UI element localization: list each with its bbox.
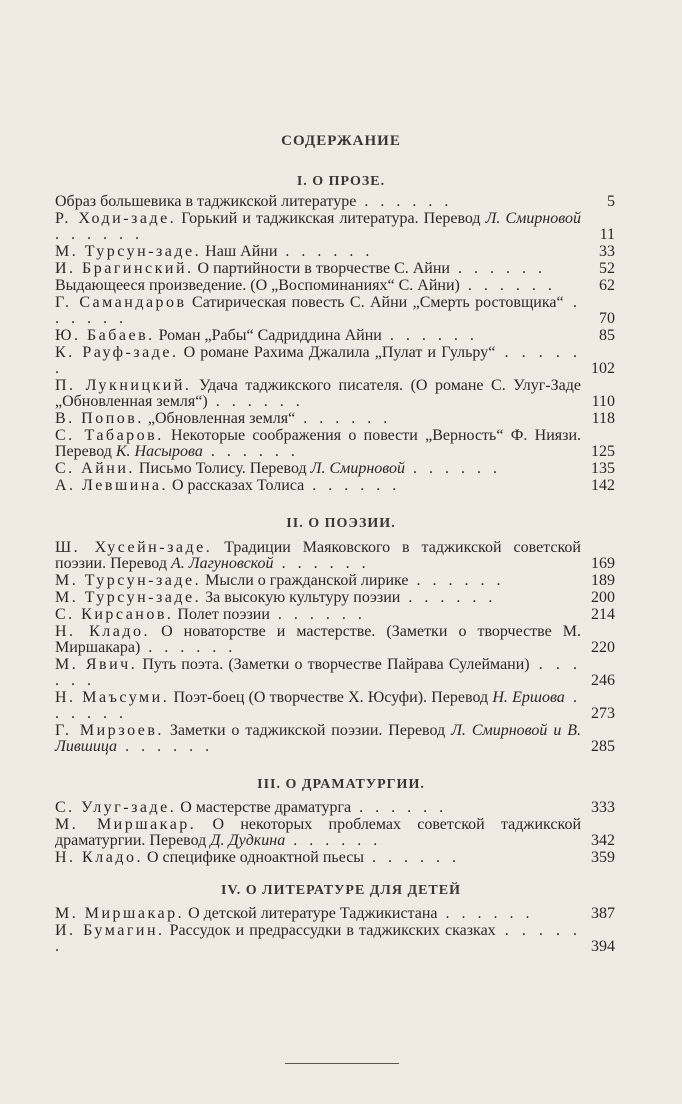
toc-entry-title: Горький и таджикская литература. Перевод [181,210,481,227]
page-title: СОДЕРЖАНИЕ [281,133,401,149]
toc-entry-title: О мастерстве драматурга [180,799,352,816]
toc-entry-author: С. Улуг-заде. [55,799,177,816]
dot-leader: . . . . . . [207,393,304,410]
toc-entry-title: Образ большевика в таджикской литературе [55,193,357,210]
section-prose-entries [55,194,615,495]
toc-entry-text [55,723,587,755]
section-heading-prose: I. О ПРОЗЕ. [296,174,386,189]
toc-entry-translator: Л. Смирновой [310,460,406,477]
toc-entry-text [55,261,587,277]
dot-leader: . . . . . . [405,460,502,477]
toc-entry-author: С. Табаров. [55,427,164,444]
toc-entry-author: К. Рауф-заде. [55,344,179,361]
toc-entry-page: 246 [591,672,615,689]
toc-entry-page: 62 [599,277,615,294]
toc-entry [55,328,615,344]
toc-entry-title: Наш Айни [205,243,278,260]
toc-entry-text [55,211,587,243]
toc-entry-text [55,461,587,477]
toc-entry-title: Путь поэта. (Заметки о творчестве Пайрава Сулеймани) [142,656,530,673]
toc-entry-page: 342 [591,832,615,849]
toc-entry [55,800,615,816]
toc-entry [55,850,615,866]
toc-entry [55,540,615,572]
toc-entry-title: О рассказах Толиса [172,477,305,494]
dot-leader: . . . . . . [140,639,237,656]
toc-entry-text [55,657,587,689]
toc-entry-page: 273 [591,705,615,722]
toc-entry-translator: Н. Ершова [492,689,565,706]
toc-entry [55,624,615,656]
toc-entry [55,244,615,260]
toc-entry-author: Ю. Бабаев. [55,327,155,344]
toc-entry-author: М. Миршакар. [55,816,197,833]
toc-entry [55,261,615,277]
toc-entry-page: 118 [591,410,615,427]
toc-entry-page: 11 [599,226,615,243]
toc-entry-author: Н. Маъсуми. [55,689,170,706]
toc-entry-page: 110 [591,393,615,410]
toc-entry-page: 102 [591,360,615,377]
toc-entry-page: 333 [591,799,615,816]
toc-entry [55,278,615,294]
toc-entry-author: Н. Кладо. [55,623,151,640]
toc-entry-page: 169 [591,555,615,572]
toc-entry-author: М. Турсун-заде. [55,589,202,606]
dot-leader: . . . . . . [437,905,534,922]
toc-entry-title: Удача таджикского писателя. (О романе С. Улуг-Заде „Обновленная земля“) [55,377,581,410]
toc-entry-page: 5 [607,193,615,210]
toc-entry-title: О детской литературе Таджикистана [188,905,438,922]
toc-entry-text [55,478,587,494]
toc-entry-text [55,590,587,606]
toc-entry [55,478,615,494]
toc-entry-author: С. Кирсанов. [55,606,174,623]
toc-entry-text [55,378,587,410]
dot-leader: . . . . . . [356,193,453,210]
toc-entry-text [55,295,587,327]
toc-entry-text [55,345,587,377]
toc-entry-text [55,244,587,260]
dot-leader: . . . . . . [304,477,401,494]
toc-entry [55,590,615,606]
dot-leader: . . . . . . [364,849,461,866]
toc-entry [55,657,615,689]
toc-entry-page: 85 [599,327,615,344]
section-heading-drama: III. О ДРАМАТУРГИИ. [257,777,425,792]
toc-entry-title: Мысли о гражданской лирике [205,572,409,589]
toc-entry-author: И. Бумагин. [55,922,165,939]
toc-entry [55,211,615,243]
toc-entry-page: 189 [591,572,615,589]
section-heading-poetry: II. О ПОЭЗИИ. [286,516,396,531]
toc-entry-text [55,328,587,344]
toc-entry-title: О специфике одноактной пьесы [146,849,365,866]
toc-entry [55,573,615,589]
toc-entry-author: М. Турсун-заде. [55,243,202,260]
toc-entry-author: Ш. Хусейн-заде. [55,539,213,556]
toc-entry-title: О романе Рахима Джалила „Пулат и Гульру“ [183,344,496,361]
toc-entry-page: 220 [591,639,615,656]
toc-entry-author: М. Миршакар. [55,905,185,922]
dot-leader: . . . . . . [295,410,392,427]
toc-entry-author: П. Лукницкий. [55,377,192,394]
toc-entry-page: 70 [599,310,615,327]
section-drama-entries [55,800,615,867]
toc-entry [55,295,615,327]
toc-entry-title: О партийности в творчестве С. Айни [197,260,450,277]
toc-entry [55,906,615,922]
dot-leader: . . . . . . [55,689,581,722]
section-heading-children: IV. О ЛИТЕРАТУРЕ ДЛЯ ДЕТЕЙ [221,883,461,898]
toc-entry-author: И. Брагинский. [55,260,194,277]
dot-leader: . . . . . . [459,277,556,294]
toc-entry-page: 200 [591,589,615,606]
dot-leader: . . . . . . [117,738,214,755]
toc-entry-translator: К. Насырова [115,443,203,460]
dot-leader: . . . . . . [55,226,143,243]
toc-entry-title: Рассудок и предрассудки в таджикских сказках [169,922,496,939]
toc-entry-page: 142 [591,477,615,494]
toc-entry-title: Полет поэзии [177,606,270,623]
section-children-entries [55,906,615,956]
dot-leader: . . . . . . [400,589,497,606]
toc-entry-title: За высокую культуру поэзии [205,589,401,606]
toc-entry-author: Н. Кладо. [55,849,143,866]
toc-entry-translator: Д. Дудкина [210,832,286,849]
toc-entry-page: 387 [591,905,615,922]
toc-entry-translator: Л. Смирновой [485,210,582,227]
toc-entry-author: М. Явич. [55,656,138,673]
toc-entry-author: А. Левшина. [55,477,168,494]
dot-leader: . . . . . . [285,832,382,849]
toc-entry-page: 394 [591,938,615,955]
toc-entry-text [55,690,587,722]
toc-entry-text [55,624,587,656]
toc-entry [55,378,615,410]
toc-entry [55,607,615,623]
toc-entry [55,690,615,722]
toc-entry-title: Традиции Маяковского в таджикской советской поэзии. Перевод [55,539,581,572]
toc-entry-title: „Обновленная земля“ [147,410,296,427]
toc-entry [55,817,615,849]
dot-leader: . . . . . . [381,327,478,344]
toc-entry [55,461,615,477]
toc-entry-text [55,411,587,427]
toc-entry-title: Заметки о таджикской поэзии. Перевод [169,722,446,739]
dot-leader: . . . . . . [55,344,581,377]
dot-leader: . . . . . . [55,922,582,955]
dot-leader: . . . . . . [55,656,581,689]
dot-leader: . . . . . . [408,572,505,589]
toc-entry-page: 214 [591,606,615,623]
toc-entry-translator: А. Лагуновской [170,555,274,572]
toc-entry-page: 52 [599,260,615,277]
toc-entry-text [55,800,587,816]
toc-entry-page: 135 [591,460,615,477]
toc-entry-page: 33 [599,243,615,260]
closing-rule [285,1063,399,1064]
toc-entry [55,345,615,377]
toc-entry [55,923,615,955]
toc-entry-author: М. Турсун-заде. [55,572,202,589]
toc-entry-author: В. Попов. [55,410,144,427]
dot-leader: . . . . . . [269,606,366,623]
toc-entry-title: Сатирическая повесть С. Айни „Смерть ростовщика“ [192,294,564,311]
toc-entry-page: 125 [591,443,615,460]
toc-entry-text [55,278,587,294]
toc-entry-author: Г. Мирзоев. [55,722,164,739]
section-poetry-entries [55,540,615,756]
toc-entry-translator: Л. Смирновой и В. Лившица [55,722,581,755]
toc-entry-text [55,607,587,623]
dot-leader: . . . . . . [202,443,299,460]
toc-entry-text [55,428,587,460]
toc-entry-title: Письмо Толису. Перевод [138,460,307,477]
toc-entry-text [55,906,587,922]
toc-entry-author: С. Айни. [55,460,135,477]
toc-entry-text [55,194,587,210]
dot-leader: . . . . . . [351,799,448,816]
toc-entry-title: О некоторых проблемах советской таджикской драматургии. Перевод [55,816,582,849]
toc-entry [55,194,615,210]
toc-entry-page: 359 [591,849,615,866]
toc-entry-page: 285 [591,738,615,755]
toc-entry [55,428,615,460]
toc-entry-title: Выдающееся произведение. (О „Воспоминаниях“ С. Айни) [55,277,460,294]
toc-entry [55,723,615,755]
toc-entry-title: Некоторые соображения о повести „Верность“ Ф. Ниязи. Перевод [55,427,581,460]
toc-entry-author: Р. Ходи-заде. [55,210,177,227]
toc-entry-title: О новаторстве и мастерстве. (Заметки о творчестве М. Миршакара) [55,623,582,656]
dot-leader: . . . . . . [273,555,370,572]
toc-entry-text [55,540,587,572]
toc-entry-text [55,923,587,955]
dot-leader: . . . . . . [55,294,581,327]
toc-entry-text [55,817,587,849]
dot-leader: . . . . . . [449,260,546,277]
toc-entry-author: Г. Самандаров [55,294,187,311]
toc-entry-text [55,850,587,866]
toc-entry [55,411,615,427]
toc-entry-title: Поэт-боец (О творчестве Х. Юсуфи). Перевод [173,689,489,706]
toc-entry-title: Роман „Рабы“ Садриддина Айни [158,327,382,344]
toc-entry-text [55,573,587,589]
dot-leader: . . . . . . [277,243,374,260]
